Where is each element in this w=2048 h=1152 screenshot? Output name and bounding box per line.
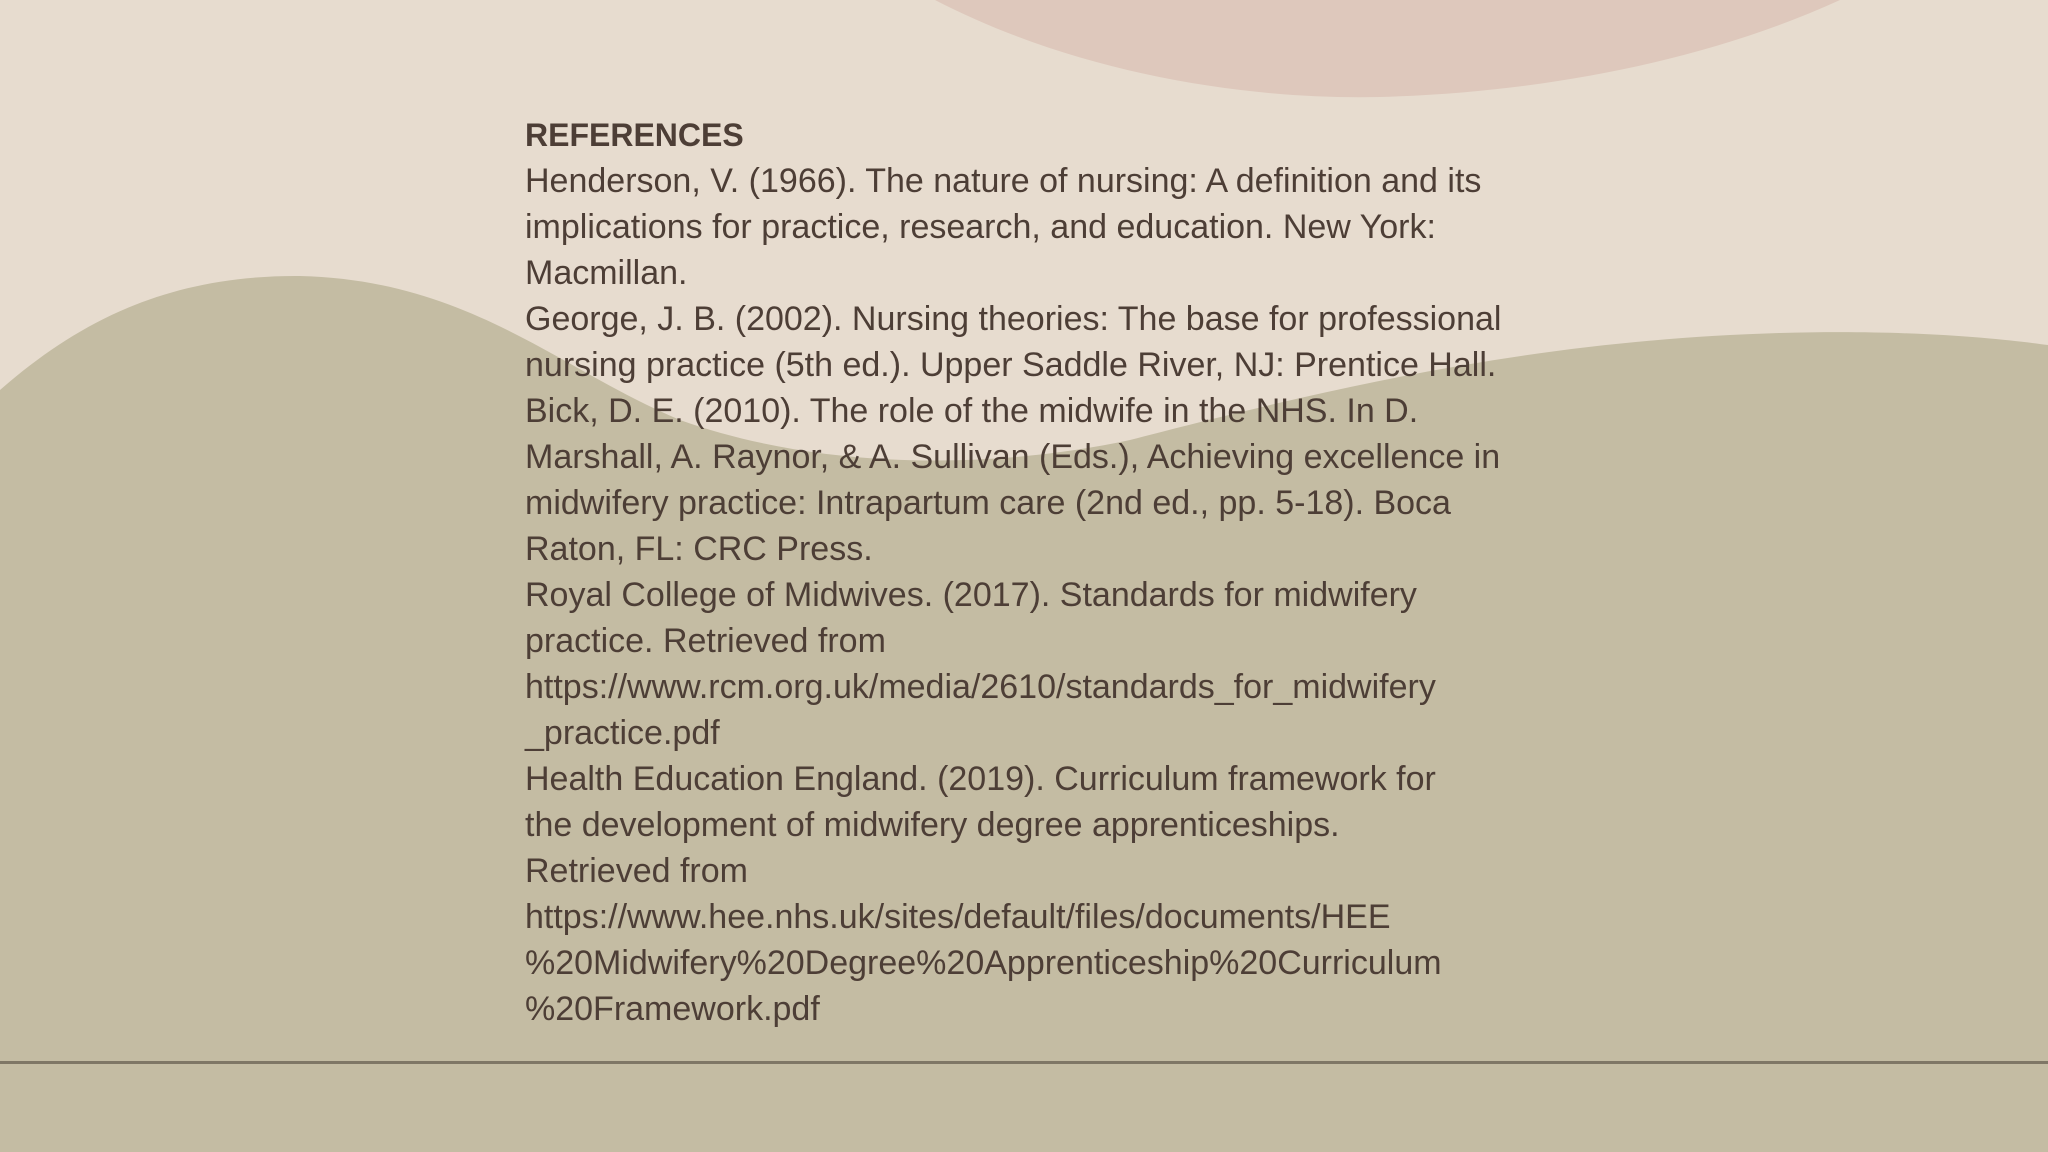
reference-line: Raton, FL: CRC Press. [525, 530, 873, 568]
reference-line: the development of midwifery degree apprenticeships. [525, 806, 1340, 844]
reference-line: Henderson, V. (1966). The nature of nursing: A definition and its [525, 162, 1482, 200]
reference-url-line: https://www.hee.nhs.uk/sites/default/files/documents/HEE [525, 898, 1391, 936]
references-heading: REFERENCES [525, 117, 744, 153]
reference-line: George, J. B. (2002). Nursing theories: The base for professional [525, 300, 1502, 338]
reference-url-line: _practice.pdf [525, 714, 720, 752]
reference-url-line: %20Midwifery%20Degree%20Apprenticeship%20Curriculum [525, 944, 1442, 982]
reference-line: Bick, D. E. (2010). The role of the midwife in the NHS. In D. [525, 392, 1419, 430]
reference-line: Macmillan. [525, 254, 688, 292]
reference-line: Health Education England. (2019). Curriculum framework for [525, 760, 1436, 798]
reference-line: Marshall, A. Raynor, & A. Sullivan (Eds.), Achieving excellence in [525, 438, 1501, 476]
reference-url-line: %20Framework.pdf [525, 990, 820, 1028]
bottom-divider-line [0, 1061, 2048, 1064]
reference-line: nursing practice (5th ed.). Upper Saddle River, NJ: Prentice Hall. [525, 346, 1497, 384]
reference-line: Retrieved from [525, 852, 748, 890]
reference-line: practice. Retrieved from [525, 622, 886, 660]
references-text-block [525, 112, 1525, 1032]
reference-line: implications for practice, research, and education. New York: [525, 208, 1436, 246]
top-blob-shape [935, 0, 1840, 97]
reference-line: Royal College of Midwives. (2017). Standards for midwifery [525, 576, 1417, 614]
reference-url-line: https://www.rcm.org.uk/media/2610/standards_for_midwifery [525, 668, 1436, 706]
reference-line: midwifery practice: Intrapartum care (2nd ed., pp. 5-18). Boca [525, 484, 1451, 522]
